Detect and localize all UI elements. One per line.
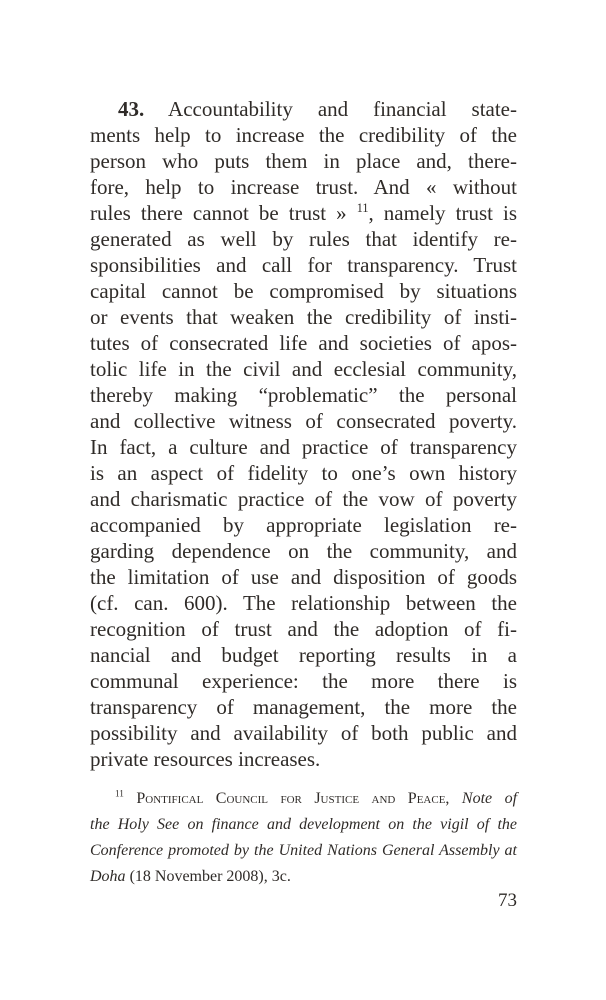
text-line xyxy=(90,694,517,720)
text-line xyxy=(90,382,517,408)
text-segment: recognition of trust and the adoption of fi- xyxy=(90,617,517,641)
text-segment: private resources increases. xyxy=(90,747,321,771)
text-line xyxy=(90,786,517,812)
text-segment: (18 November 2008), 3c. xyxy=(125,868,291,885)
text-segment: Doha xyxy=(90,868,126,885)
page-number: 73 xyxy=(498,890,517,911)
text-segment: Accountability and financial state- xyxy=(144,97,517,121)
text-line xyxy=(90,512,517,538)
text-segment: Note of xyxy=(461,790,518,807)
text-segment: 43. xyxy=(118,97,145,121)
text-line xyxy=(90,564,517,590)
text-segment xyxy=(124,790,136,807)
text-segment: , namely trust is xyxy=(368,201,518,225)
footnote-ref-superscript: 11 xyxy=(356,201,369,215)
text-segment: In fact, a culture and practice of transparency xyxy=(90,435,517,459)
text-line xyxy=(90,812,517,838)
text-segment: nancial and budget reporting results in a xyxy=(90,643,517,667)
footnote-ref-superscript: 11 xyxy=(115,789,124,800)
text-segment: Pontifical Council for Justice and Peace xyxy=(136,790,446,807)
text-line xyxy=(90,174,517,200)
text-segment: is an aspect of fidelity to one’s own history xyxy=(90,461,517,485)
text-line xyxy=(90,616,517,642)
text-segment: communal experience: the more there is xyxy=(90,669,517,693)
text-segment: tutes of consecrated life and societies of apos- xyxy=(90,331,517,355)
text-line xyxy=(90,304,517,330)
text-segment: ments help to increase the credibility of the xyxy=(90,123,517,147)
text-segment: rules there cannot be trust » xyxy=(90,201,357,225)
text-line xyxy=(90,668,517,694)
text-segment: Conference promoted by the United Nations General Assembly at xyxy=(90,842,517,859)
text-line xyxy=(90,720,517,746)
text-segment: possibility and availability of both public and xyxy=(90,721,517,745)
text-segment: and collective witness of consecrated poverty. xyxy=(90,409,517,433)
text-segment: fore, help to increase trust. And « without xyxy=(90,175,517,199)
text-segment: the limitation of use and disposition of goods xyxy=(90,565,517,589)
text-line xyxy=(90,330,517,356)
text-line xyxy=(90,746,517,772)
text-segment: and charismatic practice of the vow of poverty xyxy=(90,487,517,511)
text-segment: the Holy See on finance and development on the vigil of the xyxy=(90,816,517,833)
text-line xyxy=(90,434,517,460)
text-line xyxy=(90,96,517,122)
text-line xyxy=(90,590,517,616)
text-line xyxy=(90,642,517,668)
text-line xyxy=(90,252,517,278)
text-line xyxy=(90,838,517,864)
text-line xyxy=(90,460,517,486)
text-segment: thereby making “problematic” the personal xyxy=(90,383,517,407)
footnote-11 xyxy=(90,786,517,890)
text-line xyxy=(90,122,517,148)
text-line xyxy=(90,408,517,434)
text-line xyxy=(90,226,517,252)
text-segment: or events that weaken the credibility of insti- xyxy=(90,305,517,329)
text-line xyxy=(90,200,517,226)
text-segment: , xyxy=(445,790,462,807)
text-segment: generated as well by rules that identify re- xyxy=(90,227,517,251)
text-segment: garding dependence on the community, and xyxy=(90,539,517,563)
text-line xyxy=(90,486,517,512)
paragraph-43-text xyxy=(90,96,517,772)
text-segment: person who puts them in place and, there- xyxy=(90,149,517,173)
text-segment: tolic life in the civil and ecclesial community, xyxy=(90,357,517,381)
text-segment: transparency of management, the more the xyxy=(90,695,517,719)
text-line xyxy=(90,864,517,890)
text-line xyxy=(90,356,517,382)
text-line xyxy=(90,278,517,304)
text-segment: sponsibilities and call for transparency. Trust xyxy=(90,253,517,277)
text-line xyxy=(90,538,517,564)
text-line xyxy=(90,148,517,174)
text-segment: accompanied by appropriate legislation re- xyxy=(90,513,517,537)
text-segment: (cf. can. 600). The relationship between the xyxy=(90,591,517,615)
text-segment: capital cannot be compromised by situations xyxy=(90,279,517,303)
